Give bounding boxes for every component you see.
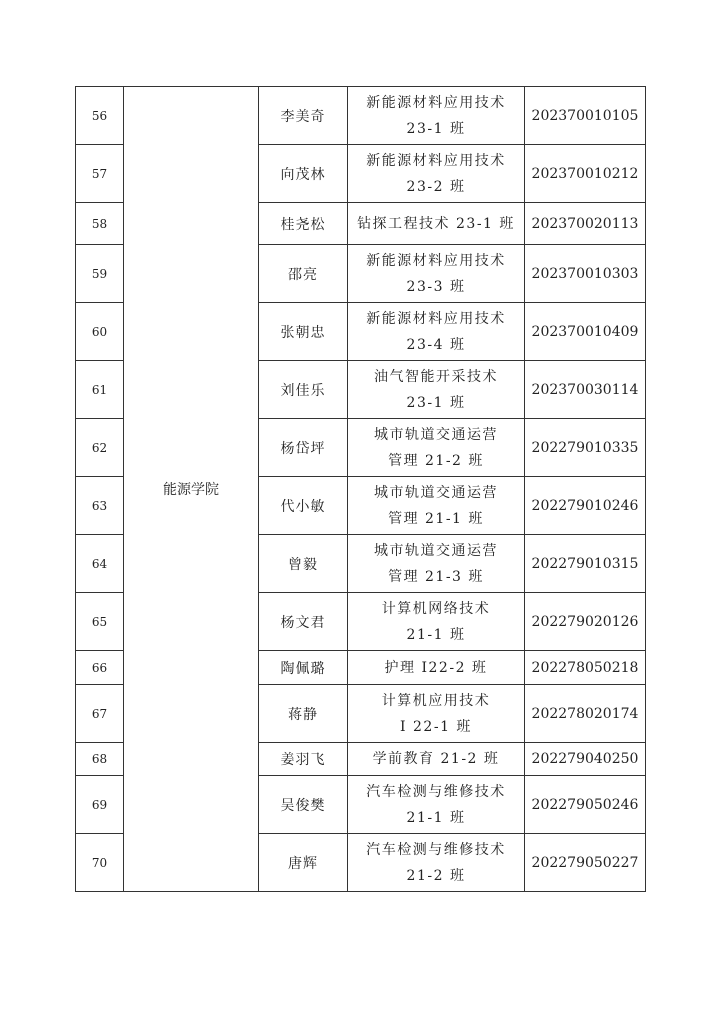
student-name: 唐辉 <box>259 834 348 892</box>
class-line: 新能源材料应用技术 <box>366 94 506 111</box>
student-id: 202279040250 <box>525 743 646 776</box>
row-number: 60 <box>76 303 124 361</box>
class-line: 城市轨道交通运营 <box>374 426 498 443</box>
class-line: 油气智能开采技术 <box>374 368 498 385</box>
row-number: 61 <box>76 361 124 419</box>
student-name: 陶佩璐 <box>259 651 348 685</box>
class-line: 汽车检测与维修技术 <box>366 841 506 858</box>
class-cell <box>348 303 525 361</box>
student-id: 202278050218 <box>525 651 646 685</box>
student-name: 桂尧松 <box>259 203 348 245</box>
class-line: 23-4 班 <box>406 336 466 353</box>
class-line: 新能源材料应用技术 <box>366 252 506 269</box>
student-id: 202370030114 <box>525 361 646 419</box>
class-cell <box>348 477 525 535</box>
student-id: 202279020126 <box>525 593 646 651</box>
class-line: 管理 21-3 班 <box>388 568 484 585</box>
student-name: 姜羽飞 <box>259 743 348 776</box>
student-name: 杨岱坪 <box>259 419 348 477</box>
class-cell <box>348 776 525 834</box>
class-line: 21-1 班 <box>406 626 466 643</box>
row-number: 67 <box>76 685 124 743</box>
student-name: 李美奇 <box>259 87 348 145</box>
student-name: 杨文君 <box>259 593 348 651</box>
row-number: 56 <box>76 87 124 145</box>
college-cell: 能源学院 <box>124 87 259 892</box>
class-cell <box>348 651 525 685</box>
class-line: 管理 21-2 班 <box>388 452 484 469</box>
class-line: 钻探工程技术 23-1 班 <box>357 215 515 232</box>
class-line: 护理 I22-2 班 <box>384 659 488 676</box>
student-id: 202279010315 <box>525 535 646 593</box>
student-id: 202279050246 <box>525 776 646 834</box>
row-number: 66 <box>76 651 124 685</box>
class-line: 21-1 班 <box>406 809 466 826</box>
class-cell <box>348 87 525 145</box>
student-id: 202279010335 <box>525 419 646 477</box>
row-number: 69 <box>76 776 124 834</box>
class-cell <box>348 593 525 651</box>
student-id: 202278020174 <box>525 685 646 743</box>
student-name: 曾毅 <box>259 535 348 593</box>
student-id: 202370020113 <box>525 203 646 245</box>
student-name: 刘佳乐 <box>259 361 348 419</box>
class-line: 新能源材料应用技术 <box>366 152 506 169</box>
student-id: 202370010409 <box>525 303 646 361</box>
row-number: 70 <box>76 834 124 892</box>
student-id: 202370010303 <box>525 245 646 303</box>
student-id: 202370010105 <box>525 87 646 145</box>
student-name: 代小敏 <box>259 477 348 535</box>
class-line: 城市轨道交通运营 <box>374 542 498 559</box>
row-number: 64 <box>76 535 124 593</box>
class-line: I 22-1 班 <box>400 718 472 735</box>
student-name: 向茂林 <box>259 145 348 203</box>
row-number: 58 <box>76 203 124 245</box>
class-cell <box>348 535 525 593</box>
row-number: 68 <box>76 743 124 776</box>
class-cell <box>348 419 525 477</box>
row-number: 57 <box>76 145 124 203</box>
student-name: 吴俊樊 <box>259 776 348 834</box>
class-cell <box>348 203 525 245</box>
class-line: 汽车检测与维修技术 <box>366 783 506 800</box>
student-name: 蒋静 <box>259 685 348 743</box>
class-line: 21-2 班 <box>406 867 466 884</box>
class-line: 23-1 班 <box>406 394 466 411</box>
table-row <box>76 87 646 145</box>
class-line: 23-1 班 <box>406 120 466 137</box>
row-number: 62 <box>76 419 124 477</box>
student-id: 202279010246 <box>525 477 646 535</box>
class-cell <box>348 145 525 203</box>
class-line: 管理 21-1 班 <box>388 510 484 527</box>
student-id: 202279050227 <box>525 834 646 892</box>
student-name: 邵亮 <box>259 245 348 303</box>
student-id: 202370010212 <box>525 145 646 203</box>
class-line: 23-3 班 <box>406 278 466 295</box>
class-line: 23-2 班 <box>406 178 466 195</box>
award-roster-table <box>75 86 646 892</box>
row-number: 63 <box>76 477 124 535</box>
class-cell <box>348 743 525 776</box>
class-line: 计算机网络技术 <box>381 600 491 617</box>
student-name: 张朝忠 <box>259 303 348 361</box>
class-cell <box>348 834 525 892</box>
row-number: 65 <box>76 593 124 651</box>
class-line: 城市轨道交通运营 <box>374 484 498 501</box>
row-number: 59 <box>76 245 124 303</box>
class-cell <box>348 685 525 743</box>
class-line: 新能源材料应用技术 <box>366 310 506 327</box>
class-line: 学前教育 21-2 班 <box>372 751 500 767</box>
class-cell <box>348 245 525 303</box>
class-cell <box>348 361 525 419</box>
class-line: 计算机应用技术 <box>381 692 491 709</box>
